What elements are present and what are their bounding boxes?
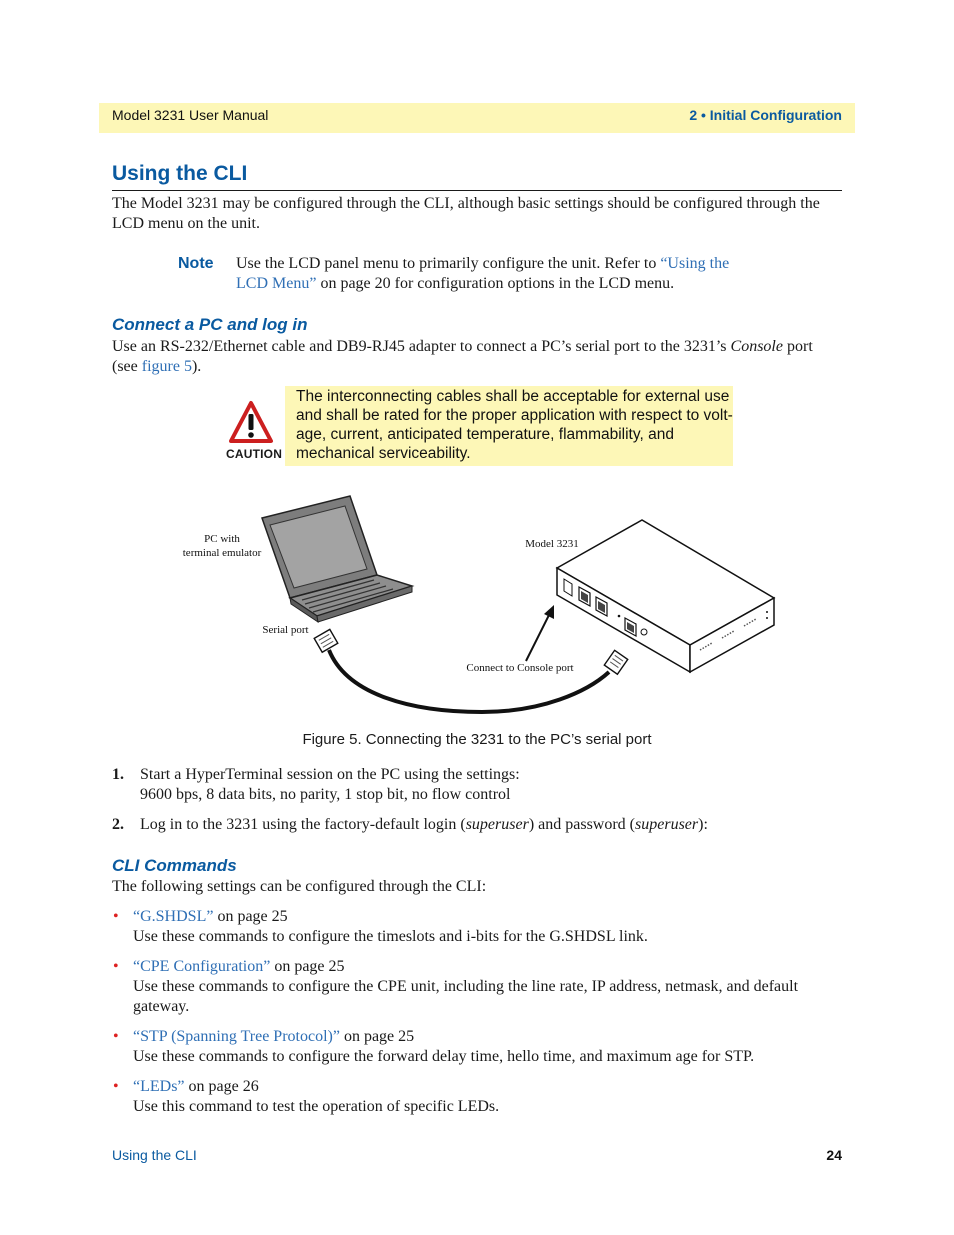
step-1-line2: 9600 bps, 8 data bits, no parity, 1 stop bit, no flow control: [140, 786, 511, 803]
model-3231-device-icon: [557, 520, 774, 672]
header-chapter: 2 • Initial Configuration: [689, 107, 842, 123]
note-text-before: Use the LCD panel menu to primarily configure the unit. Refer to: [236, 255, 661, 272]
step-1-line1: Start a HyperTerminal session on the PC using the settings:: [140, 766, 520, 783]
connect-text-mid: port (see: [112, 338, 813, 375]
leds-page: on page 26: [184, 1078, 259, 1095]
link-leds[interactable]: “LEDs”: [133, 1078, 185, 1095]
link-gshdsl[interactable]: “G.SHDSL”: [133, 908, 214, 925]
caution-triangle-icon: [228, 400, 274, 444]
cli-heading: CLI Commands: [112, 856, 237, 875]
note-link-lcd-menu[interactable]: “Using the LCD Menu”: [236, 255, 730, 292]
pc-label-line1: PC with: [204, 533, 240, 545]
pc-label-line2: terminal emulator: [182, 547, 262, 559]
step-2-login: superuser: [465, 816, 529, 833]
step-1-number: 1.: [112, 766, 124, 783]
leds-desc: Use this command to test the operation of specific LEDs.: [133, 1098, 500, 1115]
bullet-gshdsl: •: [113, 908, 119, 925]
cli-item-cpe: [133, 957, 843, 1017]
stp-page: on page 25: [339, 1028, 415, 1045]
link-cpe-configuration[interactable]: “CPE Configuration”: [133, 958, 271, 975]
title-rule: [112, 190, 842, 191]
bullet-leds: •: [113, 1078, 119, 1095]
cli-intro: The following settings can be configured through the CLI:: [112, 878, 487, 895]
serial-port-label: Serial port: [262, 624, 309, 636]
console-arrow-line: [526, 613, 550, 661]
console-port-label: Connect to Console port: [466, 662, 574, 674]
connection-diagram: [112, 480, 842, 725]
bullet-stp: •: [113, 1028, 119, 1045]
cpe-desc: Use these commands to configure the CPE unit, including the line rate, IP address, netmask, and default gateway.: [133, 978, 799, 1015]
figure-5-link[interactable]: figure 5: [141, 358, 192, 375]
gshdsl-desc: Use these commands to configure the timeslots and i-bits for the G.SHDSL link.: [133, 928, 648, 945]
note-label: Note: [178, 255, 214, 272]
caution-text: The interconnecting cables shall be acceptable for external use and shall be rated for the proper application with respect to volt-age, current, anticipated temperature, flammability, and mechanical serviceability.: [296, 388, 733, 462]
figure-caption: Figure 5. Connecting the 3231 to the PC’s serial port: [302, 731, 652, 748]
note-text-after: on page 20 for configuration options in the LCD menu.: [316, 275, 675, 292]
console-word: Console: [730, 338, 783, 355]
step-2-text-before: Log in to the 3231 using the factory-default login (: [140, 816, 466, 833]
footer-section: Using the CLI: [112, 1147, 197, 1163]
connect-paragraph: [112, 337, 842, 377]
pc-label: [170, 532, 274, 560]
step-2-text-after: ):: [698, 816, 708, 833]
model-label: Model 3231: [525, 538, 579, 550]
step-1-text: [140, 765, 840, 805]
cpe-page: on page 25: [270, 958, 345, 975]
connect-text-after: ).: [191, 358, 202, 375]
step-2-text: [140, 815, 840, 835]
header-manual-title: Model 3231 User Manual: [112, 107, 269, 123]
laptop-icon: [262, 496, 412, 622]
serial-connector-icon: [314, 629, 338, 652]
connect-heading: Connect a PC and log in: [112, 315, 308, 334]
rj45-connector-icon: [604, 650, 627, 674]
intro-paragraph: The Model 3231 may be configured through the CLI, although basic settings should be configured through the LCD menu on the unit.: [112, 195, 820, 232]
step-2-text-mid: ) and password (: [528, 816, 636, 833]
caution-label: CAUTION: [226, 447, 283, 461]
gshdsl-page: on page 25: [213, 908, 288, 925]
cli-item-gshdsl: [133, 907, 843, 947]
cli-item-stp: [133, 1027, 843, 1067]
connect-text-before: Use an RS-232/Ethernet cable and DB9-RJ45 adapter to connect a PC’s serial port to the 3231’s: [112, 338, 731, 355]
note-text: [236, 254, 746, 294]
link-stp[interactable]: “STP (Spanning Tree Protocol)”: [133, 1028, 340, 1045]
cli-item-leds: [133, 1077, 843, 1117]
step-2-number: 2.: [112, 816, 124, 833]
stp-desc: Use these commands to configure the forward delay time, hello time, and maximum age for STP.: [133, 1048, 755, 1065]
section-title: Using the CLI: [112, 162, 248, 185]
step-2-password: superuser: [635, 816, 699, 833]
page-number: 24: [826, 1147, 842, 1163]
bullet-cpe: •: [113, 958, 119, 975]
